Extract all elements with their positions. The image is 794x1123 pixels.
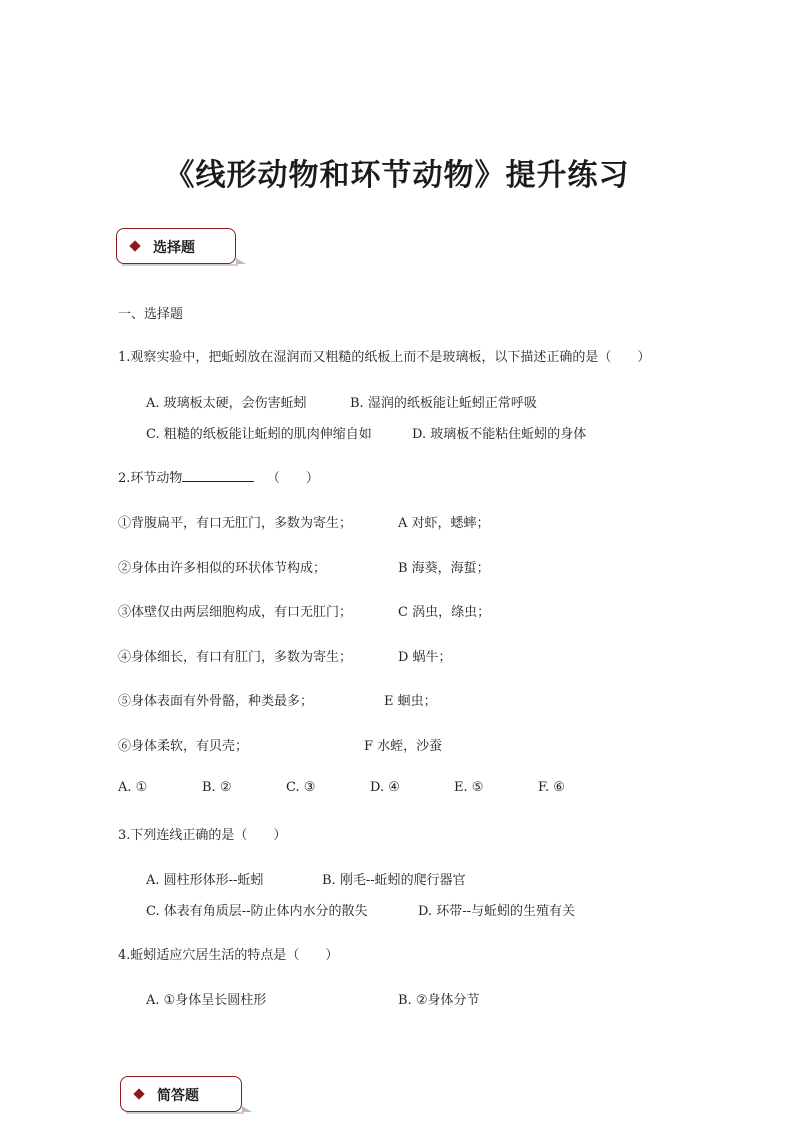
section-header-short-answer	[120, 1076, 242, 1112]
section-shadow	[122, 264, 238, 266]
question-3-option-a: A. 圆柱形体形--蚯蚓	[146, 873, 264, 888]
match-right-4: D 蜗牛；	[398, 650, 452, 665]
match-right-6: F 水蛭，沙蚕	[364, 739, 443, 754]
question-1-option-a: A. 玻璃板太硬，会伤害蚯蚓	[146, 396, 307, 411]
match-left-5: ⑤身体表面有外骨骼，种类最多；	[118, 694, 314, 709]
question-3-stem: 3.下列连线正确的是（ ）	[118, 828, 287, 843]
question-2-option-e: E. ⑤	[454, 780, 484, 795]
question-2-option-f: F. ⑥	[538, 780, 565, 795]
section-header-choice	[116, 228, 236, 264]
question-1-option-c: C. 粗糙的纸板能让蚯蚓的肌肉伸缩自如	[146, 427, 372, 442]
section-tail	[242, 1106, 252, 1112]
question-1-option-d: D. 玻璃板不能粘住蚯蚓的身体	[412, 427, 587, 442]
question-2-option-b: B. ②	[202, 780, 232, 795]
question-2-paren: （ ）	[266, 471, 319, 486]
question-4-stem: 4.蚯蚓适应穴居生活的特点是（ ）	[118, 948, 339, 963]
diamond-icon	[133, 1088, 144, 1099]
match-left-3: ③体壁仅由两层细胞构成，有口无肛门；	[118, 605, 353, 620]
match-right-5: E 蛔虫；	[384, 694, 437, 709]
section-shadow	[126, 1112, 244, 1114]
question-3-option-c: C. 体表有角质层--防止体内水分的散失	[146, 904, 368, 919]
part-heading: 一、选择题	[118, 307, 184, 322]
question-4-option-a: A. ①身体呈长圆柱形	[146, 993, 267, 1008]
question-4-option-b: B. ②身体分节	[398, 993, 480, 1008]
question-3-option-d: D. 环带--与蚯蚓的生殖有关	[418, 904, 576, 919]
section-tail	[236, 258, 246, 264]
question-3-option-b: B. 刚毛--蚯蚓的爬行器官	[322, 873, 466, 888]
question-2-option-a: A. ①	[118, 780, 148, 795]
question-2-stem-text: 2.环节动物	[118, 471, 183, 486]
match-right-3: C 涡虫，绦虫；	[398, 605, 491, 620]
section-label: 简答题	[157, 1088, 199, 1104]
match-left-1: ①背腹扁平，有口无肛门，多数为寄生；	[118, 516, 353, 531]
question-1-stem: 1.观察实验中，把蚯蚓放在湿润而又粗糙的纸板上而不是玻璃板，以下描述正确的是（ ）	[118, 350, 651, 365]
answer-blank	[182, 469, 254, 482]
question-2-stem	[118, 467, 319, 486]
match-left-6: ⑥身体柔软，有贝壳；	[118, 739, 249, 754]
match-left-4: ④身体细长，有口有肛门，多数为寄生；	[118, 650, 353, 665]
question-2-option-d: D. ④	[370, 780, 400, 795]
match-right-2: B 海葵，海蜇；	[398, 561, 490, 576]
match-right-1: A 对虾，蟋蟀；	[398, 516, 490, 531]
match-left-2: ②身体由许多相似的环状体节构成；	[118, 561, 327, 576]
question-2-option-c: C. ③	[286, 780, 316, 795]
section-label: 选择题	[153, 240, 195, 256]
question-1-option-b: B. 湿润的纸板能让蚯蚓正常呼吸	[350, 396, 537, 411]
diamond-icon	[129, 240, 140, 251]
page-title: 《线形动物和环节动物》提升练习	[164, 158, 630, 193]
